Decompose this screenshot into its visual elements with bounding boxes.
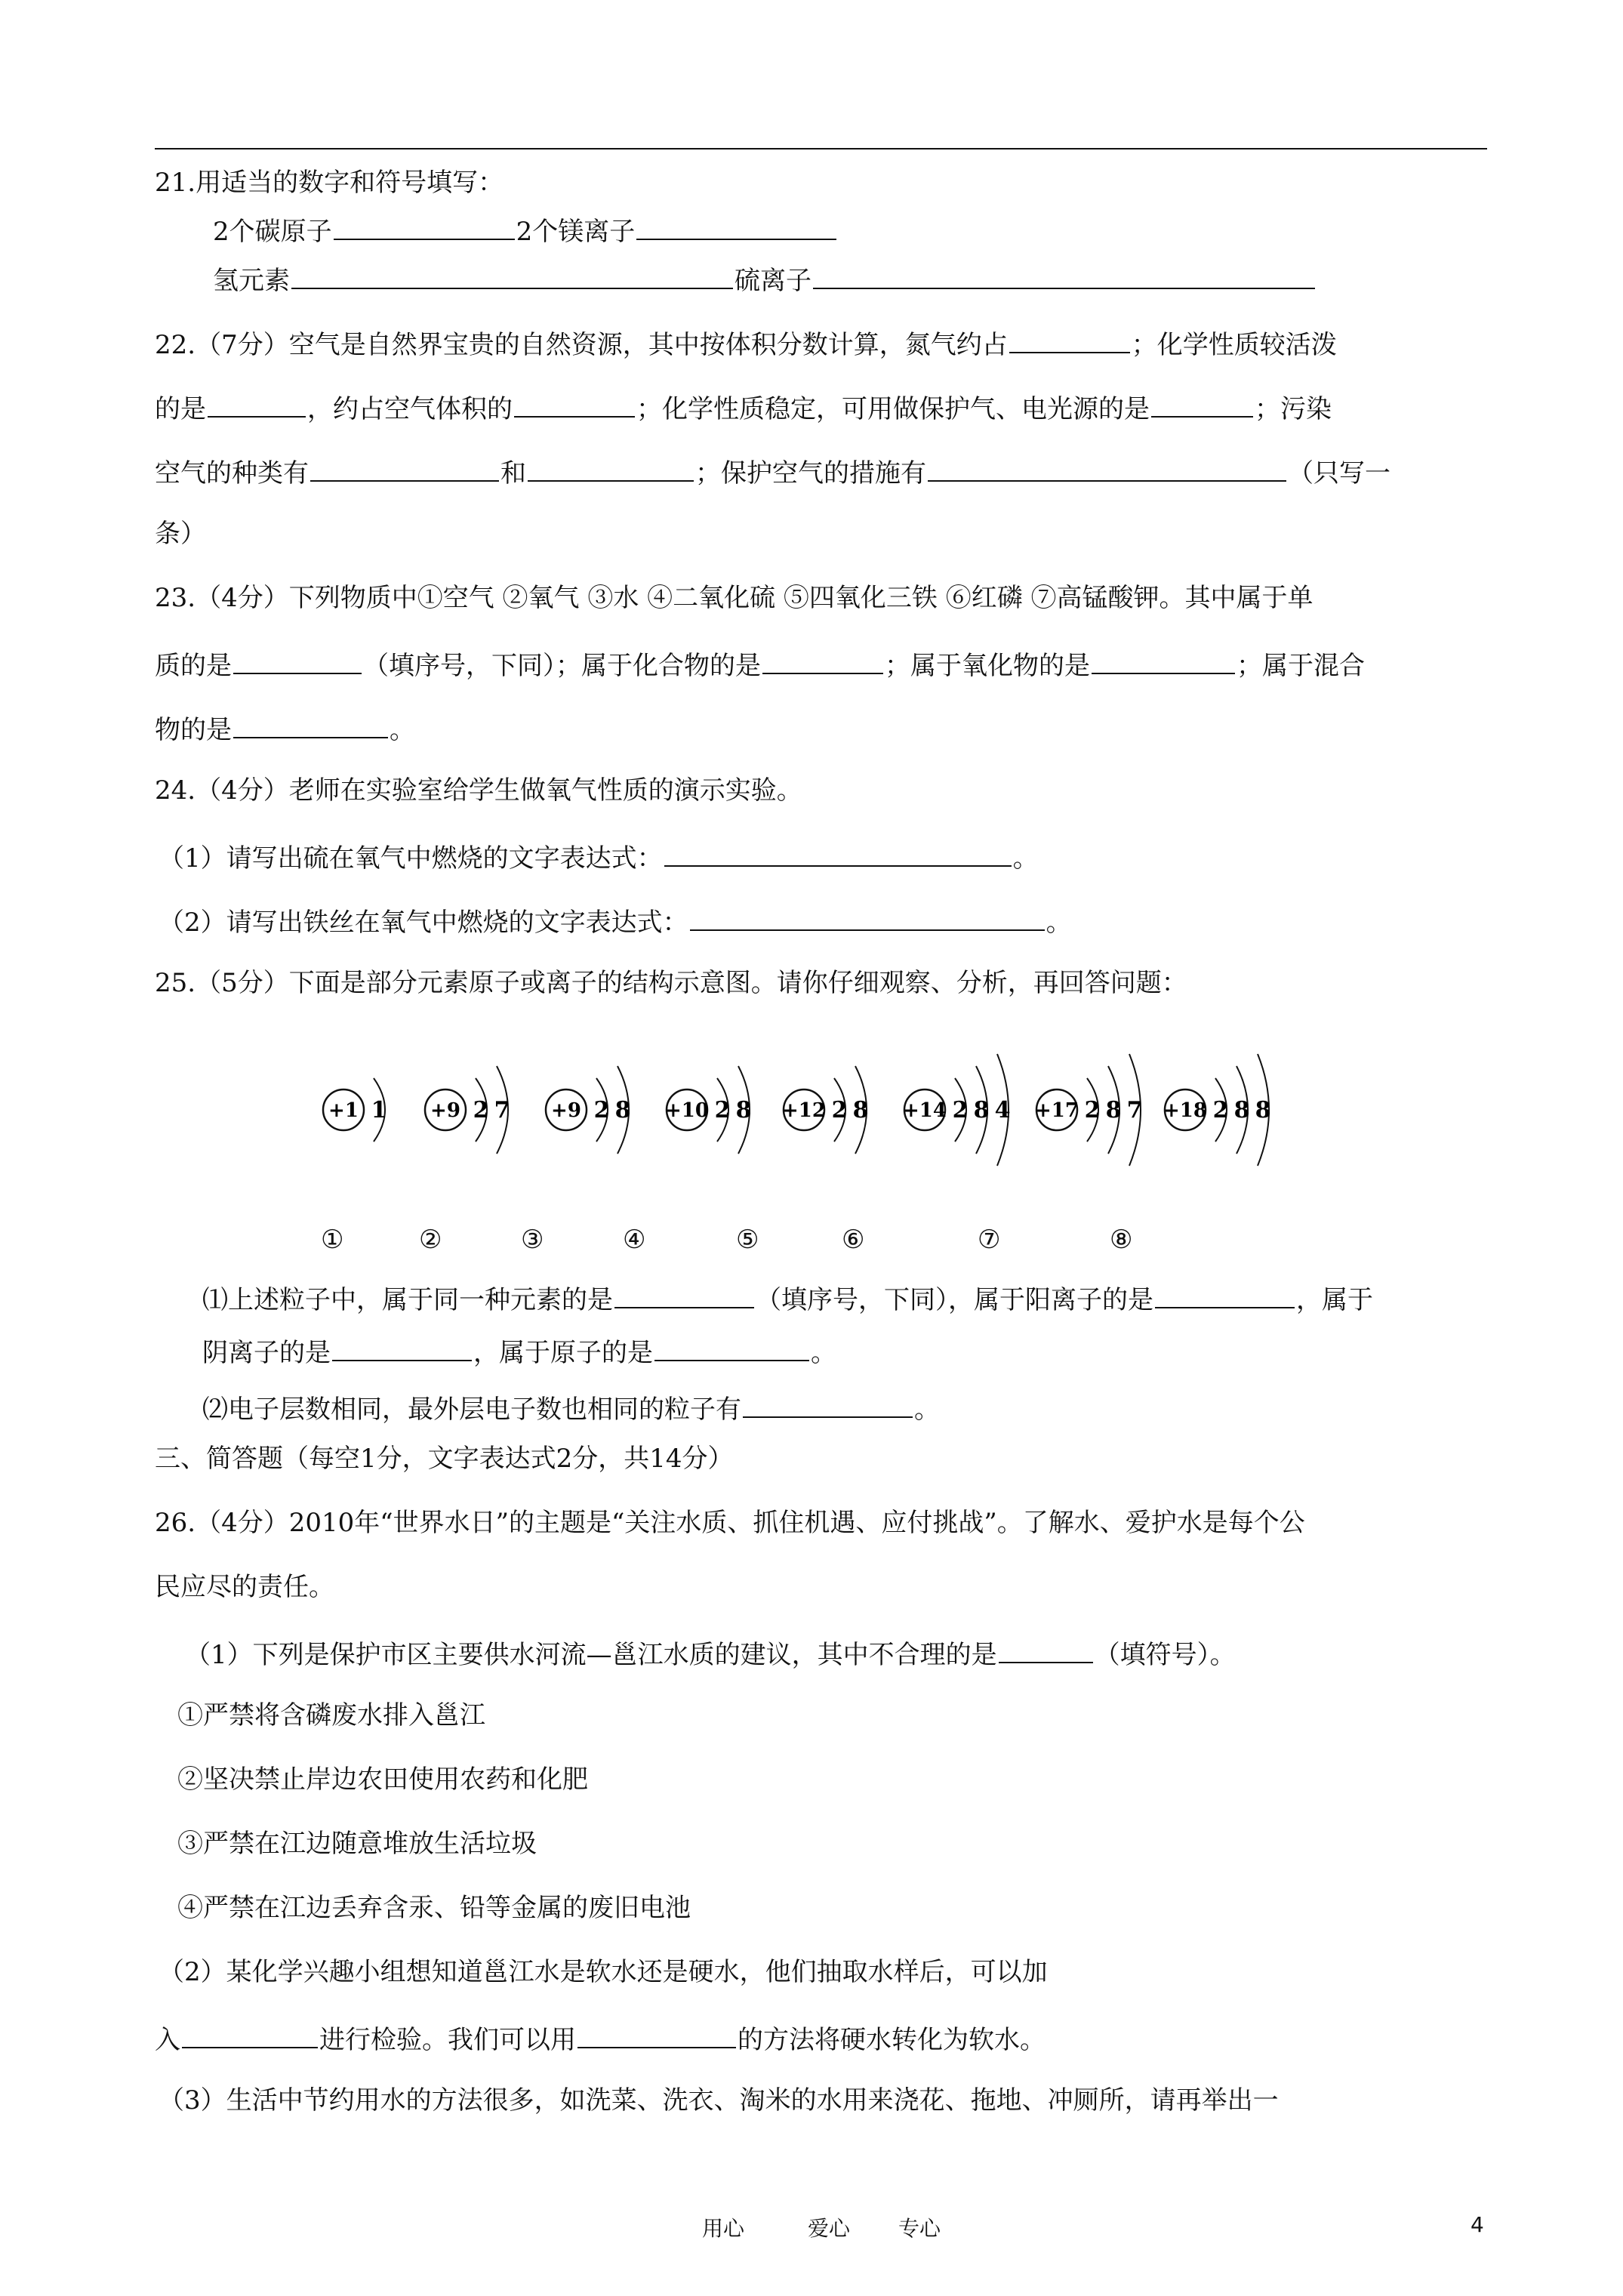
atom-diagram-4 [665, 1066, 751, 1154]
nucleus-charge: +9 [551, 1099, 581, 1122]
q26-line2: 民应尽的责任。 [155, 1572, 334, 1602]
q23-line2: 质的是 （填序号，下同）；属于化合物的是 ；属于氧化物的是 ；属于混合 [155, 646, 1365, 683]
answer-blank[interactable] [654, 1333, 809, 1361]
particle-label-2: ② [419, 1225, 442, 1255]
answer-blank[interactable] [999, 1635, 1093, 1663]
particle-label-8: ⑧ [1110, 1225, 1133, 1255]
q24-part1: （1）请写出硫在氧气中燃烧的文字表达式： 。 [159, 838, 1039, 875]
q24-part2: （2）请写出铁丝在氧气中燃烧的文字表达式： 。 [159, 902, 1072, 939]
nucleus-charge: +10 [665, 1099, 709, 1122]
particle-label-3: ③ [521, 1225, 544, 1255]
answer-blank[interactable] [1151, 389, 1253, 418]
answer-blank[interactable] [664, 838, 1012, 867]
answer-blank[interactable] [577, 2020, 736, 2048]
q25-sub1-line1: ⑴上述粒子中，属于同一种元素的是 （填序号，下同），属于阳离子的是 ，属于 [202, 1280, 1373, 1317]
nucleus-charge: +18 [1163, 1099, 1207, 1122]
electron-count: 8 [614, 1097, 631, 1123]
atom-diagram-7 [1035, 1054, 1142, 1166]
answer-blank[interactable] [332, 1333, 472, 1361]
footer-text-2: 爱心 [808, 2216, 851, 2241]
answer-blank[interactable] [514, 389, 635, 418]
particle-label-1: ① [321, 1225, 344, 1255]
answer-blank[interactable] [1092, 646, 1235, 674]
q22-line3: 空气的种类有 和 ；保护空气的措施有 （只写一 [155, 453, 1390, 490]
section-heading: 三、简答题（每空1分，文字表达式2分，共14分） [155, 1444, 734, 1474]
page-number: 4 [1471, 2212, 1484, 2237]
q26-option-1: ①严禁将含磷废水排入邕江 [177, 1700, 485, 1730]
electron-count: 2 [1212, 1097, 1229, 1123]
q26-option-4: ④严禁在江边丢弃含汞、铅等金属的废旧电池 [177, 1893, 691, 1923]
q22-line1: 22.（7分）空气是自然界宝贵的自然资源，其中按体积分数计算，氮气约占 ；化学性质较活泼 [155, 325, 1337, 362]
particle-label-4: ④ [623, 1225, 646, 1255]
electron-count: 2 [473, 1097, 489, 1123]
electron-count: 2 [714, 1097, 731, 1123]
answer-blank[interactable] [928, 453, 1286, 482]
nucleus-charge: +1 [328, 1099, 359, 1122]
atom-diagram-3 [546, 1066, 630, 1154]
electron-count: 8 [1233, 1097, 1250, 1123]
answer-blank[interactable] [1009, 325, 1130, 353]
answer-blank[interactable] [813, 260, 1315, 289]
q21-stem: 21.用适当的数字和符号填写： [155, 168, 504, 198]
nucleus-charge: +9 [430, 1099, 460, 1122]
answer-blank[interactable] [310, 453, 499, 482]
answer-blank[interactable] [233, 646, 362, 674]
q23-line3: 物的是 。 [155, 710, 415, 747]
q26-option-3: ③严禁在江边随意堆放生活垃圾 [177, 1829, 537, 1859]
electron-count: 7 [494, 1097, 510, 1123]
q26-part3: （3）生活中节约用水的方法很多，如洗菜、洗衣、淘米的水用来浇花、拖地、冲厕所，请再举出一 [159, 2085, 1279, 2116]
electron-count: 8 [852, 1097, 869, 1123]
answer-blank[interactable] [1155, 1280, 1295, 1308]
answer-blank[interactable] [208, 389, 306, 418]
particle-label-6: ⑥ [842, 1225, 865, 1255]
header-rule [155, 148, 1487, 149]
electron-count: 8 [1255, 1097, 1271, 1123]
electron-count: 2 [831, 1097, 848, 1123]
answer-blank[interactable] [233, 710, 388, 738]
atom-diagram-8 [1163, 1054, 1270, 1166]
electron-count: 2 [1084, 1097, 1101, 1123]
nucleus-charge: +14 [903, 1099, 947, 1122]
q26-option-2: ②坚决禁止岸边农田使用农药和化肥 [177, 1764, 588, 1795]
atom-diagram-2 [425, 1066, 510, 1154]
answer-blank[interactable] [614, 1280, 754, 1308]
answer-blank[interactable] [743, 1389, 913, 1418]
q26-line1: 26.（4分）2010年“世界水日”的主题是“关注水质、抓住机遇、应付挑战”。了解水、爱护水是每个公 [155, 1508, 1305, 1538]
q25-sub1-line2: 阴离子的是 ，属于原子的是 。 [202, 1333, 836, 1370]
answer-blank[interactable] [291, 260, 733, 289]
nucleus-charge: +17 [1035, 1099, 1079, 1122]
electron-count: 8 [973, 1097, 990, 1123]
atom-diagram-6 [903, 1054, 1010, 1166]
q22-line4: 条） [155, 519, 206, 549]
q24-stem: 24.（4分）老师在实验室给学生做氧气性质的演示实验。 [155, 775, 802, 806]
q26-part2-cont: 入 进行检验。我们可以用 的方法将硬水转化为软水。 [155, 2020, 1046, 2057]
answer-blank[interactable] [528, 453, 694, 482]
q21-row1: 2个碳原子 2个镁离子 [213, 211, 838, 248]
particle-label-7: ⑦ [978, 1225, 1001, 1255]
q26-part1: （1）下列是保护市区主要供水河流—邕江水质的建议，其中不合理的是 （填符号）。 [185, 1635, 1236, 1672]
atom-diagram-5 [782, 1066, 868, 1154]
atomic-structure-diagram [287, 1019, 1404, 1200]
q23-line1: 23.（4分）下列物质中①空气 ②氧气 ③水 ④二氧化硫 ⑤四氧化三铁 ⑥红磷 ⑦高锰酸钾。其中属于单 [155, 583, 1313, 613]
electron-count: 4 [994, 1097, 1011, 1123]
q22-line2: 的是 ，约占空气体积的 ；化学性质稳定，可用做保护气、电光源的是 ；污染 [155, 389, 1332, 426]
answer-blank[interactable] [690, 902, 1045, 931]
electron-count: 8 [1105, 1097, 1122, 1123]
nucleus-charge: +12 [782, 1099, 826, 1122]
answer-blank[interactable] [334, 211, 515, 240]
answer-blank[interactable] [636, 211, 836, 240]
electron-count: 1 [371, 1097, 387, 1123]
electron-count: 7 [1126, 1097, 1143, 1123]
answer-blank[interactable] [762, 646, 883, 674]
electron-count: 2 [952, 1097, 969, 1123]
q25-sub2: ⑵电子层数相同，最外层电子数也相同的粒子有 。 [202, 1389, 940, 1426]
atom-diagram-1 [323, 1078, 387, 1142]
q26-part2: （2）某化学兴趣小组想知道邕江水是软水还是硬水，他们抽取水样后，可以加 [159, 1957, 1048, 1987]
q25-stem: 25.（5分）下面是部分元素原子或离子的结构示意图。请你仔细观察、分析，再回答问题： [155, 968, 1187, 998]
q21-row2: 氢元素 硫离子 [213, 260, 1317, 297]
electron-count: 8 [735, 1097, 752, 1123]
answer-blank[interactable] [182, 2020, 318, 2048]
footer-text-3: 专心 [898, 2216, 941, 2241]
footer-text-1: 用心 [702, 2216, 745, 2241]
particle-label-5: ⑤ [736, 1225, 759, 1255]
electron-count: 2 [593, 1097, 610, 1123]
